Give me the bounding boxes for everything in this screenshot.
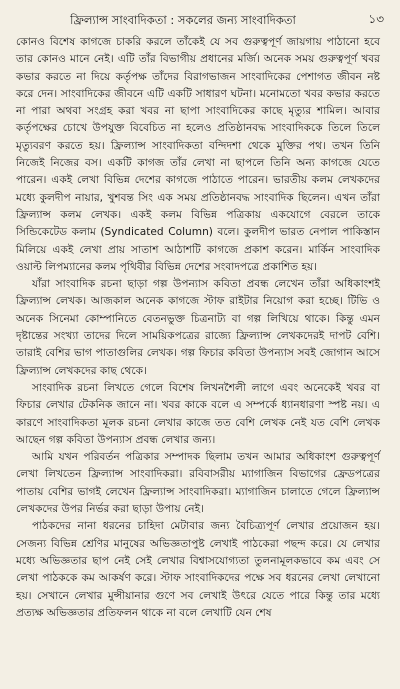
body-text xyxy=(16,34,380,622)
paragraph: যাঁরা সাংবাদিক রচনা ছাড়া গল্প উপন্যাস কবিতা প্রবন্ধ লেখেন তাঁরা অধিকাংশই ফ্রিল্যান্স লেখক। আজকাল অনেক কাগজে স্টাফ রাইটার নিয়োগ করা হচ্ছে। টিভি ও অনেক সিনেমা কোম্পানিতে বেতনভুক্ত চিত্রনাট্য বা গল্প লিখিয়ে থাকে। কিন্তু এমন দৃষ্টান্তের সংখ্যা তাদের দিলে সাময়িকপত্রের রাজ্যে ফ্রিল্যান্স লেখকদেরই দাপট বেশি। তারাই বেশির ভাগ পাতাগুলির লেখক। গল্প ফিচার কবিতা উপন্যাস সবই জোগান আসে ফ্রিল্যান্স লেখকদের কাছ থেকে। xyxy=(16,278,380,377)
paragraph: সাংবাদিক রচনা লিখতে গেলে বিশেষ লিখনশৈলী লাগে এবং অনেকেই খবর বা ফিচার লেখার টেকনিক জানে না। খবর কাকে বলে এ সম্পর্কে ধ্যানধারণা স্পষ্ট নয়। এ কারণে সাংবাদিকতা মূলক রচনা লেখার কাজে তত বেশি লেখক নেই যত বেশি লেখক আছেন গল্প কবিতা উপন্যাস প্রবন্ধ লেখার জন্য। xyxy=(16,381,380,446)
paragraph: কোনও বিশেষ কাগজে চাকরি করলে তাঁকেই যে সব গুরুত্বপূর্ণ জায়গায় পাঠানো হবে তার কোনও মানে নেই। এটি তাঁর বিভাগীয় প্রধানের মর্জি। অনেক সময় গুরুত্বপূর্ণ খবর কভার করতে না দিয়ে কর্তৃপক্ষ তাঁদের বিরাগভাজন সাংবাদিকের পেশাগত জীবন নষ্ট করে দেন। সাংবাদিকের জীবনে এটি একটি সাধারণ ঘটনা। মনোমতো খবর কভার করতে না পারা অথবা সংগ্রহ করা খবর না ছাপা সাংবাদিকের কাছে মৃত্যুর শামিল। আবার কর্তৃপক্ষের চোখে উপযুক্ত বিবেচিত না হলেও প্রতিষ্ঠানবদ্ধ সাংবাদিককে তিলে তিলে মৃত্যুবরণ করতে হয়। ফ্রিল্যান্স সাংবাদিকতা বন্দিদশা থেকে মুক্তির পথ। তখন তিনি নিজেই নিজের বস। একটি কাগজ তাঁর লেখা না ছাপলে তিনি অন্য কাগজে যেতে পারেন। একই লেখা বিভিন্ন দেশের কাগজে পাঠাতে পারেন। ভারতীয় কলম লেখকদের মধ্যে কুলদীপ নায়ার, খুশবন্ত সিং এক সময় প্রতিষ্ঠানবদ্ধ সাংবাদিক ছিলেন। এখন তাঁরা ফ্রিল্যান্স কলম লেখক। একই কলম বিভিন্ন পত্রিকায় একযোগে বেরলে তাকে সিন্ডিকেটেড কলাম (Syndicated Column) বলে। কুলদীপ ভারত নেপাল পাকিস্তান মিলিয়ে একই লেখা প্রায় সাতাশ আঠাশটি কাগজে প্রকাশ করেন। মার্কিন সাংবাদিক ওয়াল্ট লিপম্যানের কলম পৃথিবীর বিভিন্ন দেশের সংবাদপত্রে প্রকাশিত হয়। xyxy=(16,36,380,273)
paragraph: আমি যখন পরিবর্তন পত্রিকার সম্পাদক ছিলাম তখন আমার অধিকাংশ গুরুত্বপূর্ণ লেখা লিখতেন ফ্রিল্যান্স সাংবাদিকরা। রবিবাসরীয় ম্যাগাজিন বিভাগের ফ্রেডপত্রের পাতায় বেশির ভাগই লেখেন ফ্রিল্যান্স সাংবাদিকরা। ম্যাগাজিন চালাতে গেলে ফ্রিল্যান্স লেখকদের উপর নির্ভর করা ছাড়া উপায় নেই। xyxy=(16,451,380,516)
paragraph: পাঠকদের নানা ধরনের চাহিদা মেটাবার জন্য বৈচিত্র্যপূর্ণ লেখার প্রয়োজন হয়। সেজন্য বিভিন্ন শ্রেণির মানুষের অভিজ্ঞতাপুষ্ট লেখাই পাঠকেরা পছন্দ করে। যে লেখার মধ্যে অভিজ্ঞতার ছাপ নেই সেই লেখার বিশ্বাসযোগ্যতা তুলনামূলকভাবে কম এবং সে লেখা পাঠককে কম আকর্ষণ করে। স্টাফ সাংবাদিকদের পক্ষে সব ধরনের লেখা লেখানো হয়। সেখানে লেখার মুন্সীয়ানার গুণে সব লেখাই উৎরে যেতে পারে কিন্তু তার মধ্যে প্রত্যক্ষ অভিজ্ঞতার প্রতিফলন থাকে না বলে লেখাটি যেন শেষ xyxy=(16,520,380,619)
page-header xyxy=(16,8,384,30)
running-title: ফ্রিল্যান্স সাংবাদিকতা : সকলের জন্য সাংবাদিকতা xyxy=(70,13,296,27)
page-number: ১৩ xyxy=(368,12,384,26)
